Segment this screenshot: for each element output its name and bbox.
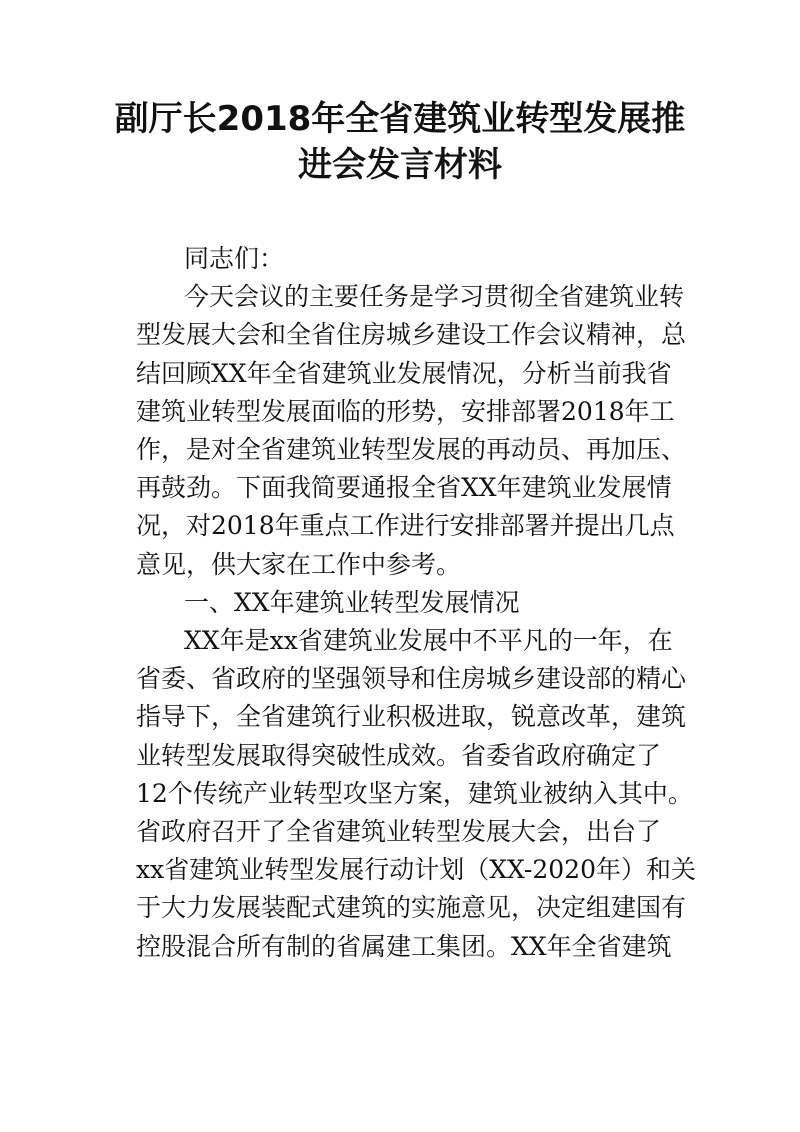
paragraph-line: 省委、省政府的坚强领导和住房城乡建设部的精心 <box>136 664 687 694</box>
paragraph-line: 省政府召开了全省建筑业转型发展大会，出台了 <box>136 817 662 847</box>
paragraph-line: XX年是xx省建筑业发展中不平凡的一年，在 <box>184 626 673 656</box>
paragraph-line: 业转型发展取得突破性成效。省委省政府确定了 <box>136 740 662 770</box>
paragraph-line: 12个传统产业转型攻坚方案，建筑业被纳入其中。 <box>136 778 693 808</box>
paragraph-line: 今天会议的主要任务是学习贯彻全省建筑业转 <box>184 282 685 312</box>
paragraph-line: 控股混合所有制的省属建工集团。XX年全省建筑 <box>136 931 672 961</box>
salutation-text: 同志们： <box>184 244 285 273</box>
document-body <box>136 240 696 966</box>
title-line: 副厅长2018年全省建筑业转型发展推 <box>114 99 686 139</box>
section-heading <box>136 584 676 622</box>
paragraph-section-1 <box>136 622 696 966</box>
paragraph-intro <box>136 278 687 584</box>
paragraph-line: 建筑业转型发展面临的形势，安排部署2018年工 <box>136 396 675 426</box>
paragraph-line: 结回顾XX年全省建筑业发展情况，分析当前我省 <box>136 358 672 388</box>
paragraph-line: 型发展大会和全省住房城乡建设工作会议精神，总 <box>136 320 687 350</box>
paragraph-line: 意见，供大家在工作中参考。 <box>136 549 462 579</box>
paragraph-line: 况，对2018年重点工作进行安排部署并提出几点 <box>136 511 675 541</box>
salutation <box>136 240 676 278</box>
title-line: 进会发言材料 <box>298 145 502 185</box>
paragraph-line: xx省建筑业转型发展行动计划（XX-2020年）和关 <box>136 855 696 885</box>
paragraph-line: 再鼓劲。下面我简要通报全省XX年建筑业发展情 <box>136 473 672 503</box>
document-title <box>100 96 700 188</box>
paragraph-line: 作，是对全省建筑业转型发展的再动员、再加压、 <box>136 435 687 465</box>
section-heading-text: 一、XX年建筑业转型发展情况 <box>184 587 520 617</box>
paragraph-line: 指导下，全省建筑行业积极进取，锐意改革，建筑 <box>136 702 687 732</box>
paragraph-line: 于大力发展装配式建筑的实施意见，决定组建国有 <box>136 893 687 923</box>
